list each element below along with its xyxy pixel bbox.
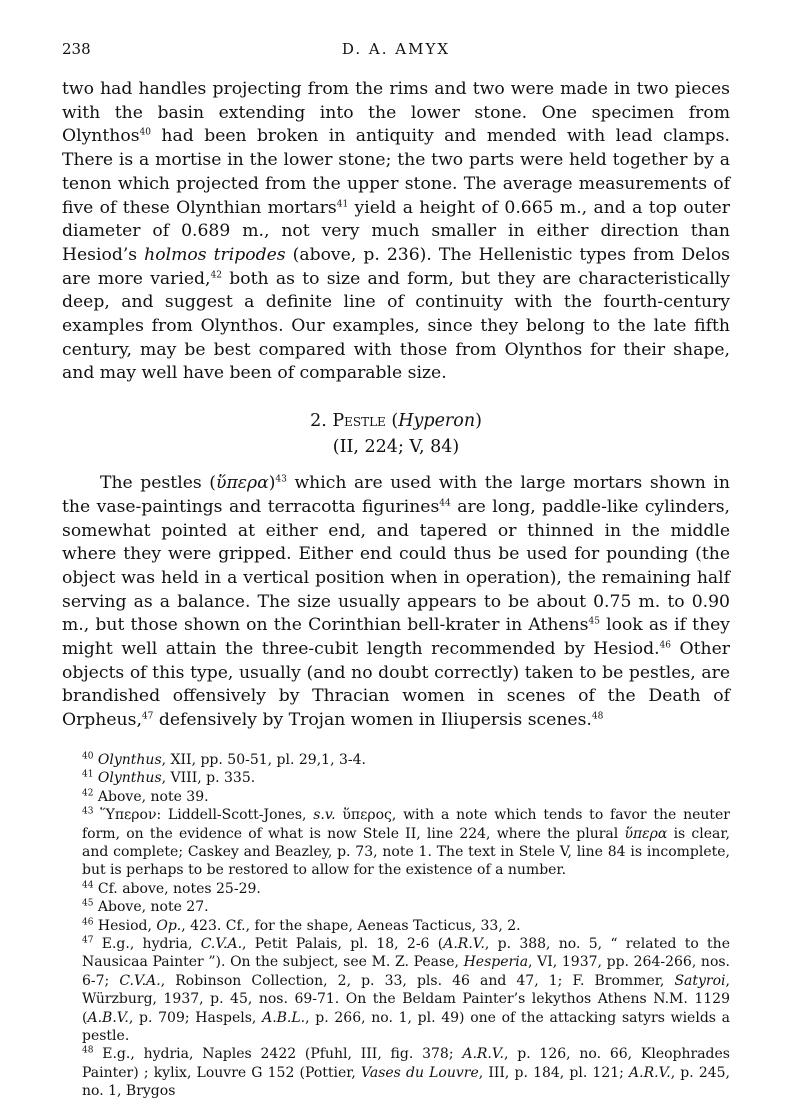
footnote-41: $^{41}$ Olynthus, VIII, p. 335. bbox=[82, 769, 256, 787]
note-ref-46[interactable]: 46 bbox=[659, 640, 671, 651]
footnotes bbox=[62, 751, 730, 1101]
footnote-45: $^{45}$ Above, note 27. bbox=[82, 898, 209, 916]
note-ref-45[interactable]: 45 bbox=[588, 616, 600, 627]
note-ref-40[interactable]: 40 bbox=[139, 127, 151, 138]
note-ref-43[interactable]: 43 bbox=[275, 474, 287, 485]
running-head bbox=[62, 40, 730, 66]
author-name: D. A. AMYX bbox=[341, 40, 451, 58]
page bbox=[62, 40, 730, 1101]
note-ref-47[interactable]: 47 bbox=[141, 711, 154, 722]
paragraph-mortars: two had handles projecting from the rims and two were made in two pieces with the basin extending into the lower stone. One specimen from Olynthos$^{40}$ had been broken in antiquity and mended with lead clamps. There is a mortise in the lower stone; the two parts were held together by a tenon which projected from the upper stone. The average measurements of five of these Olynthian mortars$^{41}$ yield a height of 0.665 m., and a top outer diameter of 0.689 m., not very much smaller in either direction than Hesiod’s holmos tripodes (above, p. 236). The Hellenistic types from Delos are more varied,$^{42}$ both as to size and form, but they are characteristically deep, and suggest a definite line of continuity with the fourth-century examples from Olynthos. Our examples, since they belong to the late fifth century, may be best compared with those from Olynthos for their shape, and may well have been of comparable size. bbox=[62, 79, 730, 384]
footnote-48: $^{48}$ E.g., hydria, Naples 2422 (Pfuhl, III, fig. 378; A.R.V., p. 126, no. 66, Kleophrades Painter) ; kylix, Louvre G 152 (Pottier, Vases du Louvre, III, p. 184, pl. 121; A.R.V., p. 245, no. 1, Brygos bbox=[82, 1045, 731, 1100]
footnote-43: $^{43}$ Ὕπερον: Liddell-Scott-Jones, s.v. ὕπερος, with a note which tends to favor the neuter form, on the evidence of what is now Stele II, line 224, where the plural ὕπερα is clear, and complete; Caskey and Beazley, p. 73, note 1. The text in Stele V, line 84 is incomplete, but is perhaps to be restored to allow for the existence of a number. bbox=[82, 806, 730, 879]
footnote-47: $^{47}$ E.g., hydria, C.V.A., Petit Palais, pl. 18, 2-6 (A.R.V., p. 388, no. 5, “ related to the Nausicaa Painter ”). On the subject, see M. Z. Pease, Hesperia, VI, 1937, pp. 264-266, nos. 6-7; C.V.A., Robinson Collection, 2, p. 33, pls. 46 and 47, 1; F. Brommer, Satyroi, Würzburg, 1937, p. 45, nos. 69-71. On the Beldam Painter’s lekythos Athens N.M. 1129 (A.B.V., p. 709; Haspels, A.B.L., p. 266, no. 1, pl. 49) one of the attacking satyrs wields a pestle. bbox=[82, 935, 731, 1044]
page-number: 238 bbox=[62, 40, 91, 58]
note-ref-44[interactable]: 44 bbox=[439, 498, 451, 509]
section-references: (II, 224; V, 84) bbox=[332, 437, 460, 458]
section-heading: 2. Pestle (Hyperon) bbox=[310, 411, 482, 432]
note-ref-42[interactable]: 42 bbox=[210, 269, 222, 280]
paragraph-pestles: The pestles (ὕπερα)$^{43}$ which are used with the large mortars shown in the vase-paintings and terracotta figurines$^{44}$ are long, paddle-like cylinders, somewhat pointed at either end, and tapered or thinned in the middle where they were gripped. Either end could thus be used for pounding (the object was held in a vertical position when in operation), the remaining half serving as a balance. The size usually appears to be about 0.75 m. to 0.90 m., but those shown on the Corinthian bell-krater in Athens$^{45}$ look as if they might well attain the three-cubit length recommended by Hesiod.$^{46}$ Other objects of this type, usually (and no doubt correctly) taken to be pestles, are brandished offensively by Thracian women in scenes of the Death of Orpheus,$^{47}$ defensively by Trojan women in Iliupersis scenes.$^{48}$ bbox=[62, 473, 730, 731]
footnote-44: $^{44}$ Cf. above, notes 25-29. bbox=[82, 880, 261, 897]
footnote-42: $^{42}$ Above, note 39. bbox=[82, 788, 209, 805]
note-ref-41[interactable]: 41 bbox=[336, 198, 349, 209]
note-ref-48[interactable]: 48 bbox=[591, 711, 604, 722]
footnote-40: $^{40}$ Olynthus, XII, pp. 50-51, pl. 29,1, 3-4. bbox=[82, 751, 366, 768]
footnote-46: $^{46}$ Hesiod, Op., 423. Cf., for the shape, Aeneas Tacticus, 33, 2. bbox=[82, 916, 521, 934]
